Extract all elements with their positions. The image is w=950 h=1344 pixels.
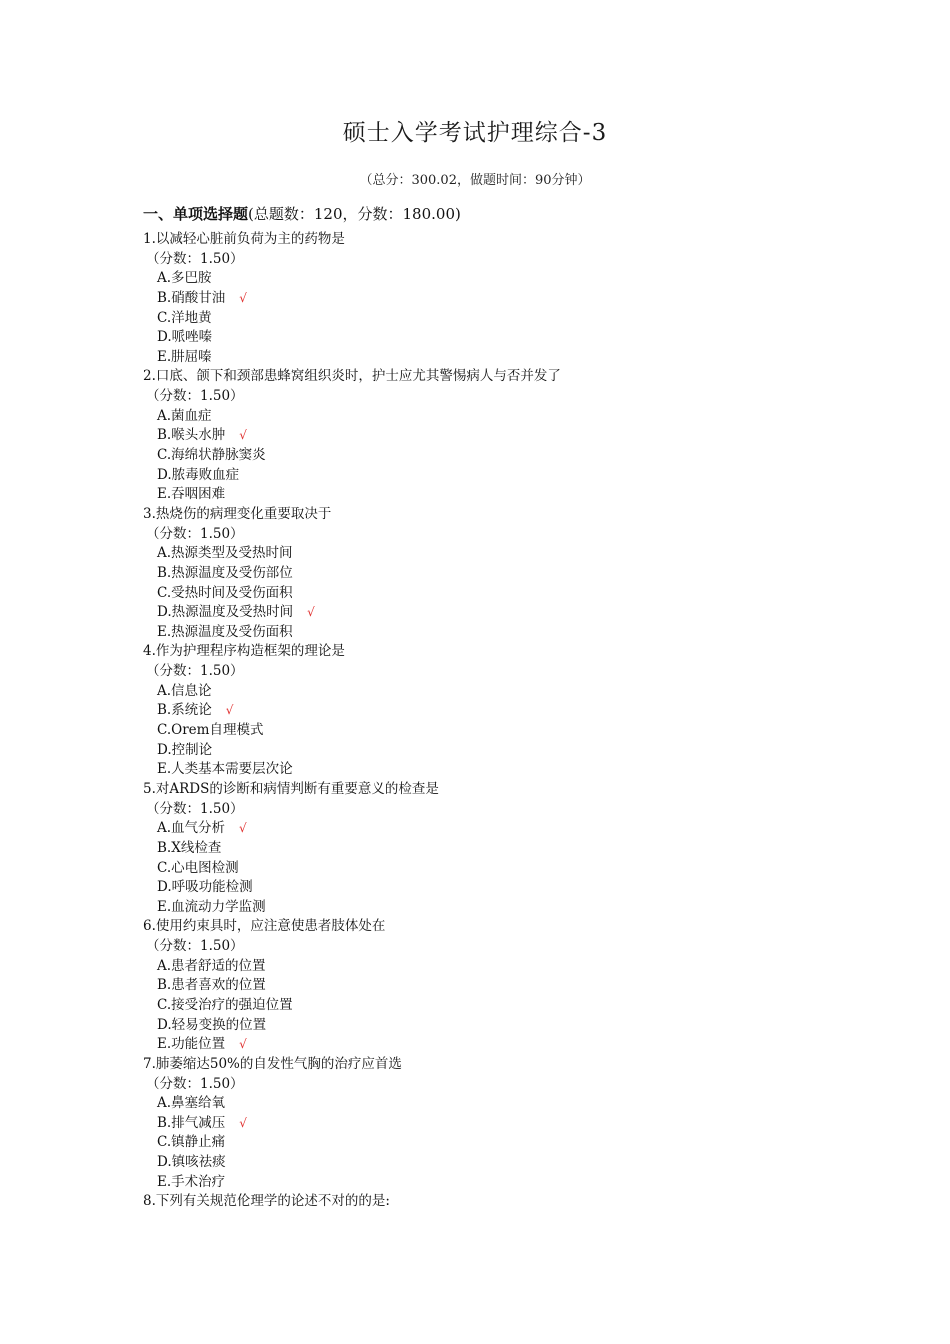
answer-option — [143, 269, 903, 289]
correct-answer-check-icon: √ — [239, 1115, 247, 1130]
answer-option-label: D.镇咳祛痰 — [157, 1154, 226, 1171]
answer-option-label: A.菌血症 — [157, 407, 212, 424]
answer-option-label: E.吞咽困难 — [157, 486, 226, 503]
question-score: （分数：1.50） — [146, 663, 244, 680]
answer-option — [143, 859, 903, 879]
answer-option — [143, 348, 903, 368]
answer-option — [143, 1153, 903, 1173]
answer-option-label: C.Orem自理模式 — [157, 722, 264, 739]
question-item — [143, 1192, 903, 1212]
answer-option — [143, 1173, 903, 1193]
question-list — [143, 230, 903, 1212]
answer-option — [143, 878, 903, 898]
answer-option — [143, 564, 903, 584]
correct-answer-check-icon: √ — [239, 428, 247, 443]
answer-option — [143, 407, 903, 427]
question-item — [143, 367, 903, 504]
question-item — [143, 230, 903, 367]
answer-option — [143, 760, 903, 780]
question-stem: 2.口底、颌下和颈部患蜂窝组织炎时，护士应尤其警惕病人与否并发了 — [143, 368, 561, 385]
answer-option — [143, 957, 903, 977]
answer-option-label: B.热源温度及受伤部位 — [157, 564, 293, 581]
answer-option — [143, 996, 903, 1016]
question-score: （分数：1.50） — [146, 938, 244, 955]
answer-option-label: B.系统论 — [157, 702, 212, 719]
answer-option-label: E.血流动力学监测 — [157, 898, 266, 915]
section-heading-label: 一、单项选择题 — [143, 205, 249, 223]
answer-option — [143, 1016, 903, 1036]
answer-option-label: A.信息论 — [157, 682, 212, 699]
answer-option — [143, 898, 903, 918]
answer-option-label: C.受热时间及受伤面积 — [157, 584, 293, 601]
question-stem: 7.肺萎缩达50%的自发性气胸的治疗应首选 — [143, 1055, 402, 1072]
correct-answer-check-icon: √ — [239, 1037, 247, 1052]
answer-option-label: D.轻易变换的位置 — [157, 1016, 267, 1033]
answer-option-label: D.哌唑嗪 — [157, 329, 213, 346]
answer-option — [143, 701, 903, 721]
answer-option — [143, 466, 903, 486]
correct-answer-check-icon: √ — [239, 821, 247, 836]
question-stem: 5.对ARDS的诊断和病情判断有重要意义的检查是 — [143, 780, 439, 797]
answer-option — [143, 309, 903, 329]
answer-option-label: B.喉头水肿 — [157, 427, 226, 444]
answer-option — [143, 603, 903, 623]
answer-option-label: D.脓毒败血症 — [157, 466, 240, 483]
answer-option-label: B.X线检查 — [157, 839, 222, 856]
answer-option — [143, 623, 903, 643]
answer-option-label: E.热源温度及受伤面积 — [157, 623, 293, 640]
answer-option — [143, 426, 903, 446]
page-title: 硕士入学考试护理综合-3 — [342, 120, 608, 146]
answer-option-label: A.血气分析 — [157, 820, 226, 837]
question-score: （分数：1.50） — [146, 250, 244, 267]
answer-option-label: B.患者喜欢的位置 — [157, 977, 266, 994]
question-stem: 1.以减轻心脏前负荷为主的药物是 — [143, 231, 345, 247]
question-stem: 3.热烧伤的病理变化重要取决于 — [143, 505, 332, 522]
answer-option-label: C.镇静止痛 — [157, 1134, 226, 1151]
answer-option-label: C.海绵状静脉窦炎 — [157, 447, 266, 464]
answer-option-label: A.热源类型及受热时间 — [157, 545, 293, 562]
question-item — [143, 917, 903, 1054]
answer-option — [143, 328, 903, 348]
answer-option — [143, 289, 903, 309]
answer-option-label: A.鼻塞给氧 — [157, 1095, 226, 1112]
answer-option-label: C.洋地黄 — [157, 309, 212, 326]
question-score: （分数：1.50） — [146, 800, 244, 817]
answer-option-label: C.心电图检测 — [157, 859, 239, 876]
answer-option-label: A.患者舒适的位置 — [157, 957, 266, 974]
question-item — [143, 642, 903, 779]
answer-option — [143, 1133, 903, 1153]
answer-option-label: D.热源温度及受热时间 — [157, 604, 294, 621]
question-item — [143, 1055, 903, 1192]
answer-option — [143, 584, 903, 604]
question-score: （分数：1.50） — [146, 1075, 244, 1092]
answer-option — [143, 839, 903, 859]
exam-summary: （总分：300.02，做题时间：90分钟） — [359, 173, 591, 188]
answer-option-label: B.排气减压 — [157, 1114, 226, 1131]
question-stem: 4.作为护理程序构造框架的理论是 — [143, 643, 345, 660]
section-heading — [143, 203, 461, 224]
answer-option — [143, 682, 903, 702]
answer-option — [143, 544, 903, 564]
question-score: （分数：1.50） — [146, 525, 244, 542]
answer-option — [143, 819, 903, 839]
answer-option-label: D.呼吸功能检测 — [157, 879, 253, 896]
answer-option-label: E.人类基本需要层次论 — [157, 761, 293, 778]
question-item — [143, 780, 903, 917]
answer-option-label: E.手术治疗 — [157, 1173, 226, 1190]
answer-option — [143, 1094, 903, 1114]
question-score: （分数：1.50） — [146, 388, 244, 405]
answer-option — [143, 1035, 903, 1055]
question-stem: 6.使用约束具时，应注意使患者肢体处在 — [143, 918, 386, 935]
correct-answer-check-icon: √ — [225, 703, 234, 718]
answer-option — [143, 1114, 903, 1134]
answer-option — [143, 976, 903, 996]
answer-option-label: A.多巴胺 — [157, 270, 212, 287]
answer-option — [143, 485, 903, 505]
correct-answer-check-icon: √ — [239, 290, 247, 305]
question-item — [143, 505, 903, 642]
answer-option-label: C.接受治疗的强迫位置 — [157, 996, 293, 1013]
correct-answer-check-icon: √ — [307, 605, 315, 620]
answer-option-label: B.硝酸甘油 — [157, 289, 226, 306]
answer-option-label: E.功能位置 — [157, 1036, 226, 1053]
answer-option — [143, 721, 903, 741]
answer-option — [143, 741, 903, 761]
answer-option-label: E.肼屈嗪 — [157, 348, 212, 365]
question-stem: 8.下列有关规范伦理学的论述不对的的是: — [143, 1193, 390, 1210]
answer-option — [143, 446, 903, 466]
section-heading-stats: (总题数：120，分数：180.00) — [248, 205, 461, 223]
answer-option-label: D.控制论 — [157, 741, 213, 758]
